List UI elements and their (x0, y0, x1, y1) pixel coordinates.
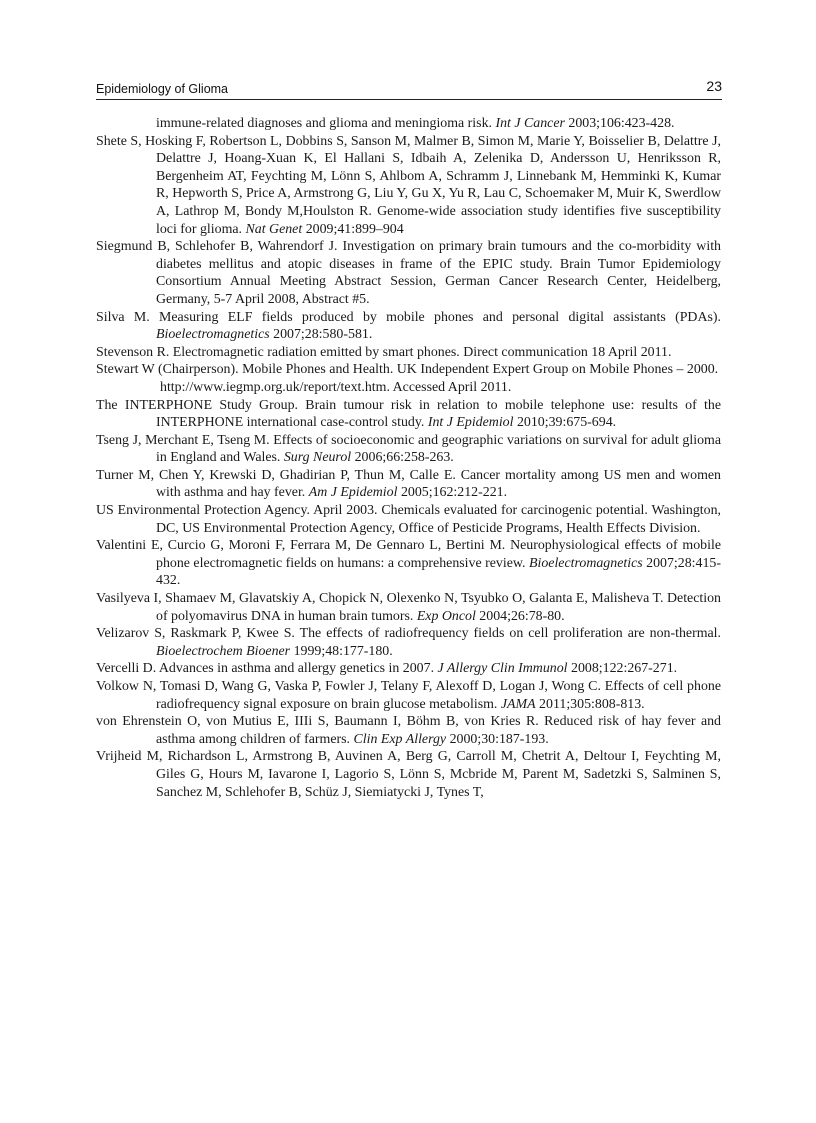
reference-entry (96, 502, 721, 537)
reference-text: Stewart W (Chairperson). Mobile Phones and Health. UK Independent Expert Group on Mobile Phones – 2000. (96, 362, 719, 378)
reference-entry (96, 590, 721, 625)
reference-citation: 1999;48:177-180. (290, 643, 393, 659)
reference-entry (96, 344, 721, 362)
reference-journal: Nat Genet (245, 221, 303, 237)
reference-citation: 2006;66:258-263. (351, 450, 454, 466)
reference-text: Vrijheid M, Richardson L, Armstrong B, Auvinen A, Berg G, Carroll M, Chetrit A, Deltour I, Feychting M, Giles G, Hours M, Iavarone I, Lagorio S, Lönn S, Mcbride M, Parent M, Sadetzki S, Salminen S, Sanchez M, Schlehofer B, Schüz J, Siemiatycki J, Tynes T, (96, 749, 721, 800)
reference-entry (96, 309, 721, 344)
reference-journal: Bioelectromagnetics (528, 555, 643, 571)
reference-citation: 2000;30:187-193. (446, 731, 549, 747)
reference-text: http://www.iegmp.org.uk/report/text.htm. Accessed April 2011. (160, 379, 512, 395)
reference-text: Siegmund B, Schlehofer B, Wahrendorf J. Investigation on primary brain tumours and the co-morbidity with diabetes mellitus and atopic diseases in frame of the EPIC study. Brain Tumor Epidemiology Consortium Annual Meeting Abstract Session, German Cancer Research Center, Heidelberg, Germany, 5-7 April 2008, Abstract #5. (96, 239, 721, 307)
reference-journal: Bioelectromagnetics (156, 327, 270, 343)
reference-text: Silva M. Measuring ELF fields produced by mobile phones and personal digital assistants (PDAs). (96, 309, 721, 325)
reference-entry (96, 397, 721, 432)
reference-citation: 2004;26:78-80. (475, 608, 565, 624)
reference-text: Valentini E, Curcio G, Moroni F, Ferrara M, De Gennaro L, Bertini M. Neurophysiological effects of mobile phone electromagnetic fields on humans: a comprehensive review. (96, 538, 721, 571)
reference-entry (96, 238, 721, 308)
page-number: 23 (706, 78, 722, 94)
reference-citation: 2009;41:899–904 (302, 221, 404, 237)
reference-journal: J Allergy Clin Immunol (437, 661, 568, 677)
reference-entry (96, 625, 721, 660)
reference-text: Tseng J, Merchant E, Tseng M. Effects of socioeconomic and geographic variations on survival for adult glioma in England and Wales. (96, 432, 721, 466)
reference-entry (96, 379, 721, 397)
reference-text: US Environmental Protection Agency. April 2003. Chemicals evaluated for carcinogenic potential. Washington, DC, US Environmental Protection Agency, Office of Pesticide Programs, Health Effects Division. (96, 503, 721, 536)
reference-entry (96, 660, 721, 678)
reference-entry (96, 467, 721, 502)
reference-text: Volkow N, Tomasi D, Wang G, Vaska P, Fowler J, Telany F, Alexoff D, Logan J, Wong C. Effects of cell phone radiofrequency signal exposure on brain glucose metabolism. (96, 679, 721, 712)
header-rule (96, 99, 722, 100)
reference-text: von Ehrenstein O, von Mutius E, IIIi S, Baumann I, Böhm B, von Kries R. Reduced risk of hay fever and asthma among children of farmers. (96, 714, 721, 747)
reference-text: Stevenson R. Electromagnetic radiation emitted by smart phones. Direct communication 18 April 2011. (96, 344, 672, 360)
reference-journal: Bioelectrochem Bioener (156, 643, 291, 659)
reference-journal: Am J Epidemiol (308, 485, 398, 501)
reference-text: Shete S, Hosking F, Robertson L, Dobbins S, Sanson M, Malmer B, Simon M, Marie Y, Boisselier B, Delattre J, Delattre J, Hoang-Xuan K, El Hallani S, Idbaih A, Zelenika D, Andersson U, Henriksson R, Bergenheim AT, Feychting M, Lönn S, Ahlbom A, Schramm J, Linnebank M, Hemminki K, Kumar R, Hepworth S, Price A, Armstrong G, Liu Y, Gu X, Yu R, Lau C, Schoemaker M, Muir K, Swerdlow A, Lathrop M, Bondy M,Houlston R. Genome-wide association study identifies five susceptibility loci for glioma. (96, 133, 721, 237)
reference-entry (96, 133, 721, 239)
reference-entry (96, 115, 721, 133)
reference-journal: Int J Epidemiol (427, 415, 514, 431)
reference-citation: 2011;305:808-813. (535, 696, 645, 712)
reference-entry (96, 537, 721, 590)
reference-text: Turner M, Chen Y, Krewski D, Ghadirian P, Thun M, Calle E. Cancer mortality among US men and women with asthma and hay fever. (96, 467, 721, 501)
reference-citation: 2007;28:580-581. (269, 327, 373, 343)
reference-citation: 2003;106:423-428. (564, 116, 675, 131)
reference-text: Velizarov S, Raskmark P, Kwee S. The effects of radiofrequency fields on cell proliferation are non-thermal. (96, 626, 721, 642)
reference-text: The INTERPHONE Study Group. Brain tumour risk in relation to mobile telephone use: results of the INTERPHONE international case-control study. (96, 397, 721, 431)
reference-entry (96, 678, 721, 713)
reference-citation: 2007;28:415-432. (156, 555, 721, 589)
reference-text: immune-related diagnoses and glioma and meningioma risk. (156, 116, 496, 131)
reference-journal: Surg Neurol (283, 450, 352, 466)
reference-citation: 2005;162:212-221. (397, 485, 508, 501)
reference-entry (96, 432, 721, 467)
reference-text: Vercelli D. Advances in asthma and allergy genetics in 2007. (96, 661, 438, 677)
running-header (96, 80, 722, 98)
reference-journal: JAMA (500, 696, 536, 712)
reference-journal: Int J Cancer (495, 116, 565, 131)
reference-entry (96, 748, 721, 801)
reference-citation: 2010;39:675-694. (513, 415, 617, 431)
reference-journal: Exp Oncol (416, 608, 476, 624)
reference-text: Vasilyeva I, Shamaev M, Glavatskiy A, Chopick N, Olexenko N, Tsyubko O, Galanta E, Malisheva T. Detection of polyomavirus DNA in human brain tumors. (96, 591, 721, 624)
reference-citation: 2008;122:267-271. (567, 661, 678, 677)
reference-entry (96, 361, 721, 379)
running-title: Epidemiology of Glioma (96, 82, 229, 96)
reference-entry (96, 713, 721, 748)
reference-list (96, 115, 721, 801)
reference-journal: Clin Exp Allergy (353, 731, 447, 747)
